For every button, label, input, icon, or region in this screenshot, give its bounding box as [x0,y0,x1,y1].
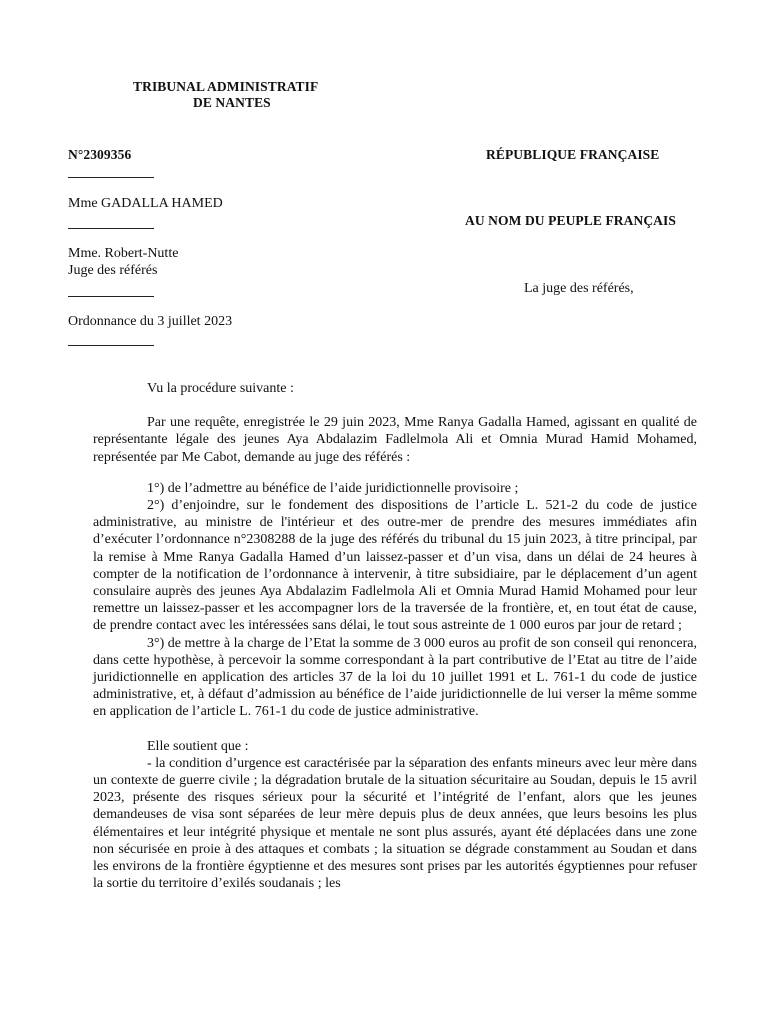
claims-intro: Elle soutient que : [147,738,249,754]
in-name-of-heading: AU NOM DU PEUPLE FRANÇAIS [465,213,676,228]
separator-line [68,345,154,346]
request-point-2: 2°) d’enjoindre, sur le fondement des dispositions de l’article L. 521-2 du code de justice administrative, au ministre de l'intérieur et des outre-mer de prendre des mesures immédiates afin d’exécuter l’ordonnance n°2308288 de la juge des référés du tribunal du 15 juin 2023, à titre principal, par la remise à Mme Ranya Gadalla Hamed d’un laissez-passer et d’un visa, dans un délai de 24 heures à compter de la notification de l’ordonnance à intervenir, à titre subsidiaire, par le déplacement d’un agent consulaire auprès des jeunes Aya Abdalazim Fadlelmola Ali et Omnia Murad Hamid Mohamed pour leur remettre un laissez-passer et les accompagner lors de la traversée de la frontière, et, en tout état de cause, de prendre contact avec les intéressées sans délai, le tout sous astreinte de 1 000 euros par jour de retard ; [93,498,697,634]
republic-heading: RÉPUBLIQUE FRANÇAISE [486,147,660,162]
document-body [93,380,697,892]
petitioner-name: Mme GADALLA HAMED [68,196,223,211]
ordinance-date: Ordonnance du 3 juillet 2023 [68,314,233,329]
request-paragraph: Par une requête, enregistrée le 29 juin 2023, Mme Ranya Gadalla Hamed, agissant en qualité de représentante légale des jeunes Aya Abdalazim Fadlelmola Ali et Omnia Murad Hamid Mohamed, représentée par Me Cabot, demande au juge des référés : [93,415,697,465]
judge-name: Mme. Robert-Nutte [68,246,179,261]
judge-role: Juge des référés [68,263,158,278]
procedure-intro: Vu la procédure suivante : [147,381,294,396]
claim-urgency: - la condition d’urgence est caractérisée par la séparation des enfants mineurs avec leur mère dans un contexte de guerre civile ; la dégradation brutale de la situation sécuritaire au Soudan, depuis le 15 avril 2023, présente des risques sérieux pour la sécurité et l’intégrité de l’enfant, alors que les jeunes demandeuses de visa sont séparées de leur mère depuis plus de deux années, que leurs besoins les plus élémentaires et leur intégrité physique et mentale ne sont plus assurés, ayant été déplacées dans une zone non sécurisée en proie à des attaques et combats ; la situation se dégrade constamment au Soudan et dans les environs de la frontière égyptienne et des mesures sont prises par les autorités égyptiennes pour refuser la sortie du territoire d’exilés soudanais ; les [93,755,697,892]
court-name-line2: DE NANTES [193,95,271,110]
judge-heading: La juge des référés, [524,281,634,296]
request-point-1: 1°) de l’admettre au bénéfice de l’aide juridictionnelle provisoire ; [147,480,519,496]
separator-line [68,296,154,297]
request-point-3: 3°) de mettre à la charge de l’Etat la somme de 3 000 euros au profit de son conseil qui renoncera, dans cette hypothèse, à percevoir la somme correspondant à la part contributive de l’Etat au titre de l’aide juridictionnelle en application des articles 37 de la loi du 10 juillet 1991 et L. 761-1 du code de justice administrative, et, à défaut d’admission au bénéfice de l’aide juridictionnelle de lui verser la même somme en application de l’article L. 761-1 du code de justice administrative. [93,635,697,720]
separator-line [68,177,154,178]
court-name-line1: TRIBUNAL ADMINISTRATIF [133,79,319,94]
separator-line [68,228,154,229]
case-number: N°2309356 [68,147,132,162]
